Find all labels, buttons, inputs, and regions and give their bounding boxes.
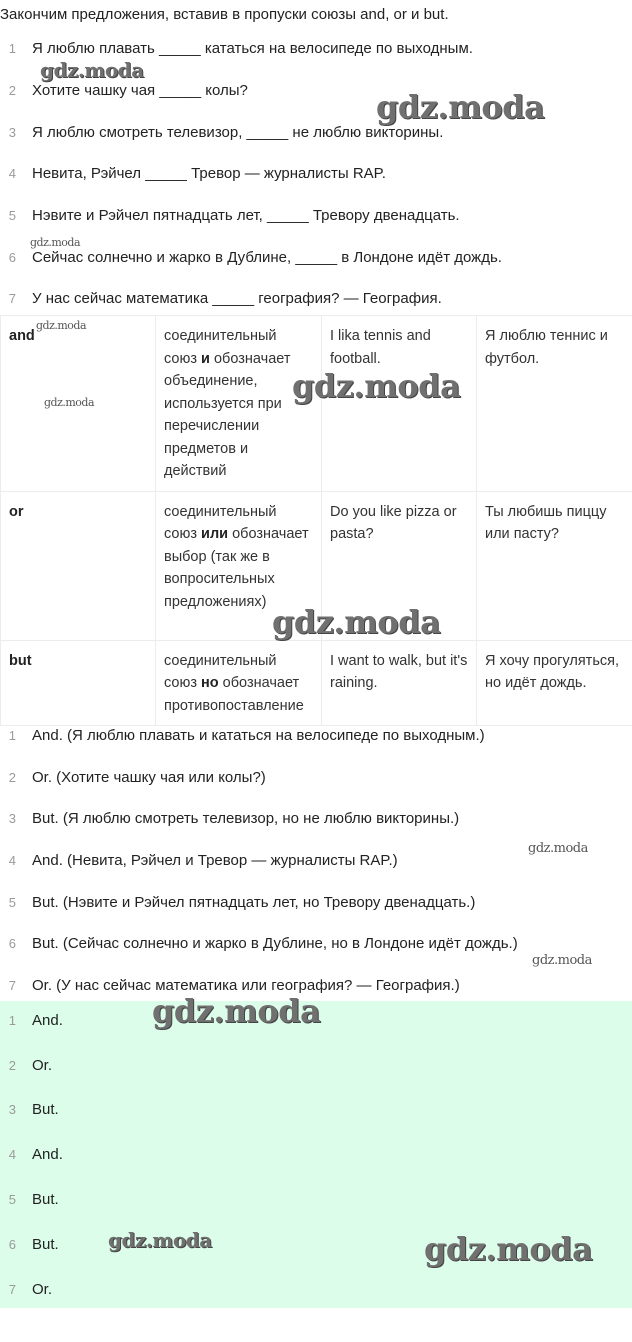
item-number: 3 xyxy=(8,811,16,826)
item-number: 4 xyxy=(8,166,16,181)
watermark: gdz.moda xyxy=(532,953,592,968)
item-number: 4 xyxy=(8,1147,16,1162)
item-number: 3 xyxy=(8,1102,16,1117)
answer-item xyxy=(0,808,459,830)
item-text: And. (Я люблю плавать и кататься на велосипеде по выходным.) xyxy=(32,727,485,744)
exercise-item xyxy=(0,122,443,144)
conjunction-cell: and xyxy=(1,316,156,492)
item-text: Or. xyxy=(32,1057,53,1074)
item-number: 1 xyxy=(8,1013,16,1028)
watermark: gdz.moda xyxy=(36,319,87,332)
example-ru-cell: Я хочу прогуляться, но идёт дождь. xyxy=(477,640,632,726)
exercise-item xyxy=(0,163,386,185)
item-text: But. (Я люблю смотреть телевизор, но не люблю викторины.) xyxy=(32,810,460,827)
exercise-item xyxy=(0,38,473,60)
exercise-item xyxy=(0,247,502,269)
answer-item xyxy=(0,1055,52,1077)
watermark: gdz.moda xyxy=(108,1228,212,1252)
conjunctions-table xyxy=(0,315,632,726)
conjunction-cell: or xyxy=(1,491,156,640)
exercise-heading: Закончим предложения, вставив в пропуски союзы and, or и but. xyxy=(0,6,449,23)
conjunction-cell: but xyxy=(1,640,156,726)
example-en-cell: I want to walk, but it's raining. xyxy=(322,640,477,726)
answer-item xyxy=(0,975,460,997)
exercise-item xyxy=(0,205,460,227)
example-en-cell: I lika tennis and football. xyxy=(322,316,477,492)
answer-item xyxy=(0,892,475,914)
item-number: 2 xyxy=(8,83,16,98)
example-en-cell: Do you like pizza or pasta? xyxy=(322,491,477,640)
item-text: Or. (У нас сейчас математика или география? — География.) xyxy=(32,977,460,994)
item-text: But. xyxy=(32,1191,59,1208)
answer-item xyxy=(0,850,398,872)
watermark: gdz.moda xyxy=(152,992,321,1030)
item-number: 5 xyxy=(8,895,16,910)
description-cell: соединительный союз или обозначает выбор (так же в вопросительных предложениях) xyxy=(156,491,322,640)
item-number: 4 xyxy=(8,853,16,868)
exercise-item xyxy=(0,80,248,102)
answer-item xyxy=(0,933,518,955)
table-row xyxy=(1,491,632,640)
watermark: gdz.moda xyxy=(44,396,95,409)
exercise-item xyxy=(0,288,442,310)
table-row xyxy=(1,316,632,492)
watermark: gdz.moda xyxy=(528,841,588,856)
item-text: Невита, Рэйчел _____ Тревор — журналисты RAP. xyxy=(32,165,386,182)
item-text: Нэвите и Рэйчел пятнадцать лет, _____ Тревору двенадцать. xyxy=(32,207,460,224)
item-number: 7 xyxy=(8,1282,16,1297)
item-number: 7 xyxy=(8,978,16,993)
watermark: gdz.moda xyxy=(40,58,144,82)
table-row xyxy=(1,640,632,726)
item-number: 5 xyxy=(8,208,16,223)
item-text: Or. xyxy=(32,1281,53,1298)
answer-item xyxy=(0,1234,59,1256)
watermark: gdz.moda xyxy=(424,1230,593,1268)
item-number: 5 xyxy=(8,1192,16,1207)
description-cell: соединительный союз но обозначает противопоставление xyxy=(156,640,322,726)
item-text: And. (Невита, Рэйчел и Тревор — журналисты RAP.) xyxy=(32,852,398,869)
item-text: Or. (Хотите чашку чая или колы?) xyxy=(32,769,266,786)
item-number: 1 xyxy=(8,41,16,56)
watermark: gdz.moda xyxy=(376,88,545,126)
item-text: But. xyxy=(32,1236,59,1253)
item-number: 3 xyxy=(8,125,16,140)
answer-item xyxy=(0,1189,59,1211)
item-text: Хотите чашку чая _____ колы? xyxy=(32,82,248,99)
answer-item xyxy=(0,1010,63,1032)
description-cell: соединительный союз и обозначает объединение, используется при перечислении предметов и действий xyxy=(156,316,322,492)
answer-item xyxy=(0,1279,52,1301)
item-number: 7 xyxy=(8,291,16,306)
item-number: 2 xyxy=(8,770,16,785)
watermark: gdz.moda xyxy=(272,603,441,641)
answers-short-panel xyxy=(0,1001,632,1308)
item-text: But. xyxy=(32,1101,59,1118)
item-text: Я люблю плавать _____ кататься на велосипеде по выходным. xyxy=(32,40,473,57)
item-number: 2 xyxy=(8,1058,16,1073)
answer-item xyxy=(0,767,266,789)
watermark: gdz.moda xyxy=(292,367,461,405)
item-text: But. (Нэвите и Рэйчел пятнадцать лет, но Тревору двенадцать.) xyxy=(32,894,476,911)
item-number: 1 xyxy=(8,728,16,743)
item-text: And. xyxy=(32,1012,63,1029)
item-number: 6 xyxy=(8,1237,16,1252)
answer-item xyxy=(0,1144,63,1166)
item-text: Сейчас солнечно и жарко в Дублине, _____ в Лондоне идёт дождь. xyxy=(32,249,502,266)
item-number: 6 xyxy=(8,936,16,951)
item-number: 6 xyxy=(8,250,16,265)
item-text: And. xyxy=(32,1146,63,1163)
watermark: gdz.moda xyxy=(30,236,81,249)
item-text: У нас сейчас математика _____ география? — География. xyxy=(32,290,442,307)
item-text: But. (Сейчас солнечно и жарко в Дублине, но в Лондоне идёт дождь.) xyxy=(32,935,518,952)
example-ru-cell: Ты любишь пиццу или пасту? xyxy=(477,491,632,640)
answer-item xyxy=(0,725,485,747)
answer-item xyxy=(0,1099,59,1121)
item-text: Я люблю смотреть телевизор, _____ не люблю викторины. xyxy=(32,124,444,141)
example-ru-cell: Я люблю теннис и футбол. xyxy=(477,316,632,492)
